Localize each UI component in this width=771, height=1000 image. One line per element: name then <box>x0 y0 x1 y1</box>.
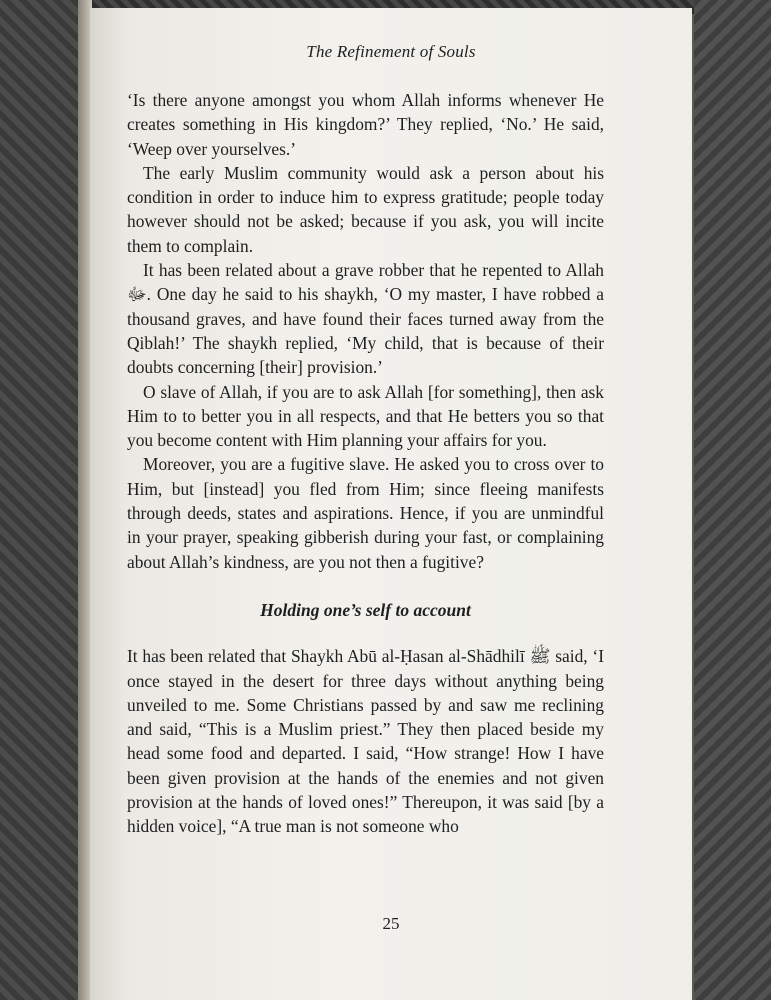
background-left <box>0 0 80 1000</box>
page-body <box>127 88 604 839</box>
paragraph: It has been related that Shaykh Abū al-Ḥasan al-Shādhilī ﷺ said, ‘I once stayed in the desert for three days without anything being unveiled to me. Some Christians passed by and saw me reclining and said, “This is a Muslim priest.” They then placed beside my head some food and departed. I said, “How strange! How I have been given provision at the hands of the enemies and not given provision at the hands of loved ones!” Thereupon, it was said [by a hidden voice], “A true man is not someone who <box>127 646 605 837</box>
running-title: The Refinement of Souls <box>306 42 476 61</box>
paragraph: It has been related about a grave robber that he repented to Allah ﷻ. One day he said to his shaykh, ‘O my master, I have robbed a thousand graves, and have found their faces turned away from the Qiblah!’ The shaykh replied, ‘My child, that is because of their doubts concerning [their] provision.’ <box>127 260 604 378</box>
paragraph: Moreover, you are a fugitive slave. He asked you to cross over to Him, but [instead] you fled from Him; since fleeing manifests through deeds, states and aspirations. Hence, if you are unmindful in your prayer, speaking gibberish during your fast, or complaining about Allah’s kindness, are you not then a fugitive? <box>127 454 604 572</box>
paragraph: The early Muslim community would ask a person about his condition in order to induce him to express gratitude; people today however should not be asked; because if you ask, you will incite them to complain. <box>127 162 604 256</box>
section-heading: Holding one’s self to account <box>260 599 471 620</box>
background-right <box>694 0 771 1000</box>
page-number: 25 <box>382 914 400 933</box>
paragraph: ‘Is there anyone amongst you whom Allah informs whenever He creates something in His kingdom?’ They replied, ‘No.’ He said, ‘Weep over yourselves.’ <box>127 90 604 159</box>
book-page <box>90 8 692 1000</box>
paragraph: O slave of Allah, if you are to ask Allah [for something], then ask Him to to better you in all respects, and that He betters you so that you become content with Him planning your affairs for you. <box>127 381 604 451</box>
